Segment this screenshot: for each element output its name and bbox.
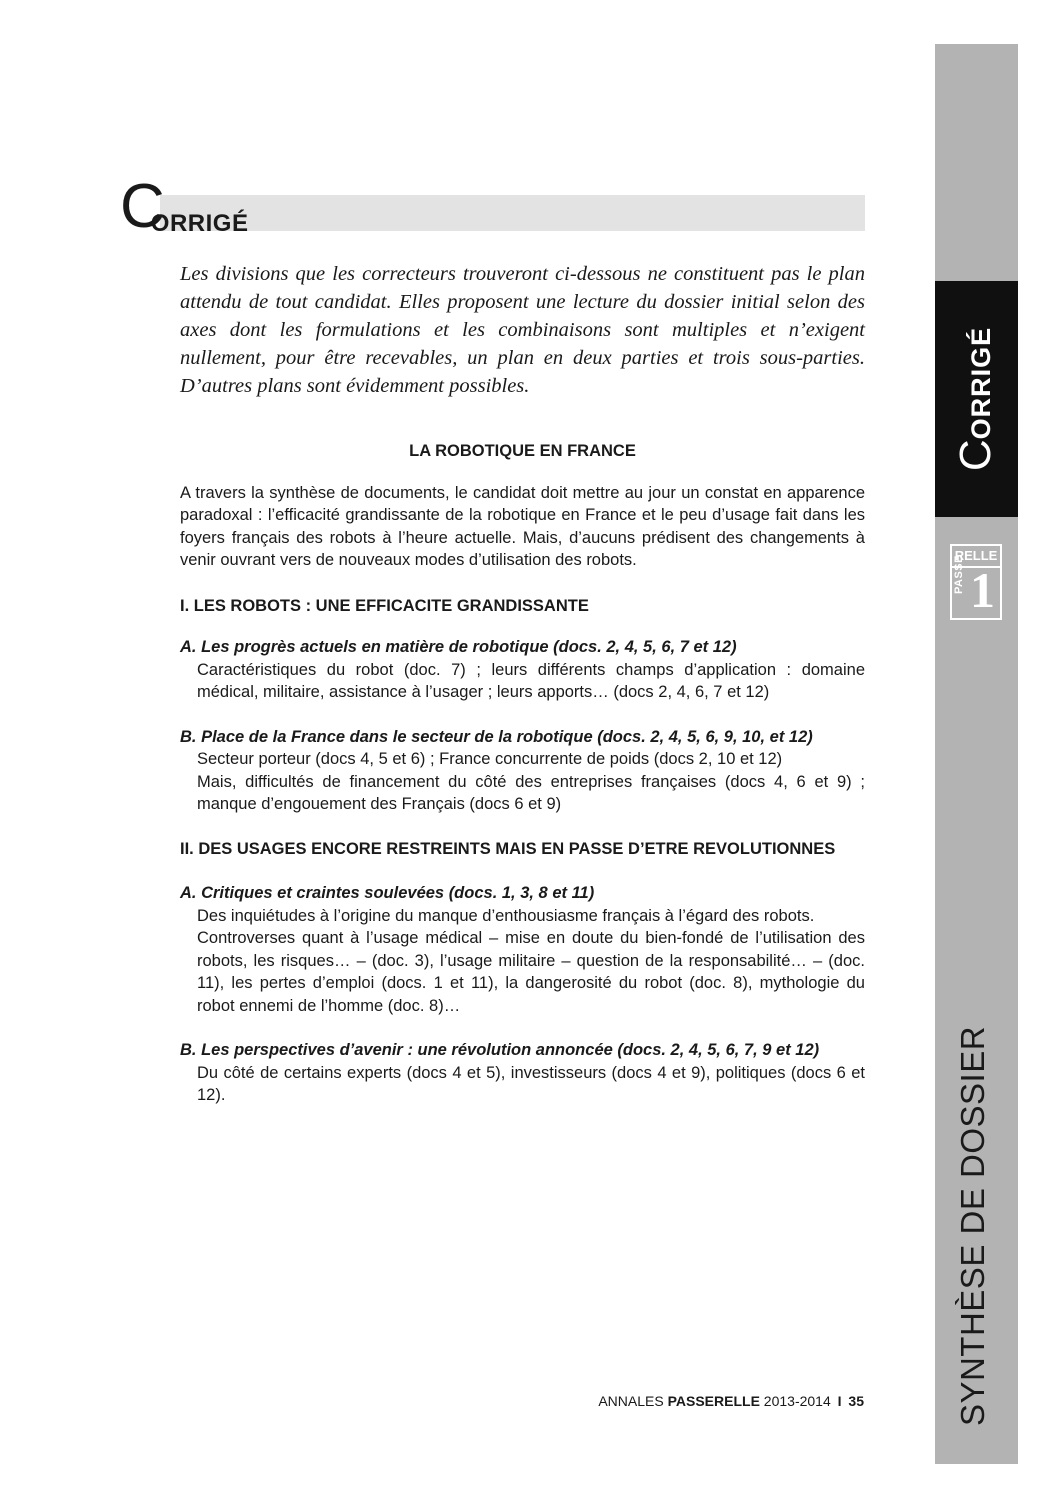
- part-1b-text-1: Secteur porteur (docs 4, 5 et 6) ; France concurrente de poids (docs 2, 10 et 12): [197, 750, 783, 768]
- logo-number: 1: [970, 562, 995, 618]
- sidebar-corrige-label: [951, 327, 1001, 471]
- part-2a-heading: A. Critiques et craintes soulevées (docs. 1, 3, 8 et 11): [180, 884, 595, 902]
- footer-annales: ANNALES: [598, 1393, 664, 1409]
- lead-paragraph: A travers la synthèse de documents, le candidat doit mettre au jour un constat en apparence paradoxal : l’efficacité grandissante de la robotique en France et le peu d’usage fait dans les foyers français des robots à l’heure actuelle. Mais, d’aucuns prédisent des changements à venir ouvrant vers de nouveaux modes d’utilisation des robots.: [180, 483, 865, 569]
- part-1-heading: I. LES ROBOTS : UNE EFFICACITE GRANDISSANTE: [180, 596, 589, 615]
- sidebar-vertical-title: SYNTHÈSE DE DOSSIER: [954, 1025, 991, 1427]
- part-1a-text: Caractéristiques du robot (doc. 7) ; leurs différents champs d’application : domaine médical, militaire, assistance à l’usager ; leurs apports… (docs 2, 4, 6, 7 et 12): [197, 660, 865, 701]
- page-title-initial: C: [120, 172, 165, 241]
- part-2b-text: Du côté de certains experts (docs 4 et 5), investisseurs (docs 4 et 9), politiques (docs 6 et 12).: [197, 1063, 865, 1104]
- part-2a-text-2: Controverses quant à l’usage médical – mise en doute du bien-fondé de l’utilisation des robots, les risques… – (doc. 3), l’usage militaire – question de la responsabilité… – (doc. 11), les pertes d’emploi (docs. 1 et 11), la dangerosité du robot (doc. 8), mythologie du robot ennemi de l’homme (doc. 8)…: [197, 929, 865, 1015]
- sidebar-corrige-rest: ORRIGÉ: [966, 326, 996, 440]
- part-1b-text-2: Mais, difficultés de financement du côté des entreprises françaises (docs 4, 6 et 9) ; manque d’engouement des Français (docs 6 et 9): [197, 772, 865, 813]
- sidebar-corrige-initial: C: [951, 439, 1000, 472]
- section-title: LA ROBOTIQUE EN FRANCE: [409, 442, 636, 460]
- part-1a-heading: A. Les progrès actuels en matière de robotique (docs. 2, 4, 5, 6, 7 et 12): [180, 638, 737, 656]
- page-title: [120, 172, 249, 241]
- part-2-heading: II. DES USAGES ENCORE RESTREINTS MAIS EN PASSE D’ETRE REVOLUTIONNES: [180, 839, 836, 858]
- document-body: [180, 440, 865, 1107]
- intro-paragraph: Les divisions que les correcteurs trouveront ci-dessous ne constituent pas le plan attendu de tout candidat. Elles proposent une lecture du dossier initial selon des axes dont les formulations et les combinaisons sont multiples et n’exigent nullement, pour être recevables, un plan en deux parties et trois sous-parties. D’autres plans sont évidemment possibles.: [180, 263, 865, 397]
- passerelle-logo: [950, 544, 1002, 620]
- part-2a-text-1: Des inquiétudes à l’origine du manque d’enthousiasme français à l’égard des robots.: [197, 906, 815, 925]
- footer-separator: I: [837, 1393, 842, 1409]
- page-title-rest: ORRIGÉ: [150, 210, 249, 237]
- part-1b-heading: B. Place de la France dans le secteur de la robotique (docs. 2, 4, 5, 6, 9, 10, et 12): [180, 727, 813, 746]
- logo-side-text: PASSE: [953, 555, 965, 594]
- footer-brand: PASSERELLE: [667, 1393, 760, 1409]
- title-bar: [160, 195, 865, 231]
- page-footer: [598, 1393, 864, 1409]
- logo-top-text: RELLE: [952, 546, 1000, 568]
- part-2b-heading: B. Les perspectives d’avenir : une révolution annoncée (docs. 2, 4, 5, 6, 7, 9 et 12): [180, 1041, 820, 1059]
- footer-years: 2013-2014: [763, 1393, 831, 1409]
- page-number: 35: [848, 1393, 864, 1409]
